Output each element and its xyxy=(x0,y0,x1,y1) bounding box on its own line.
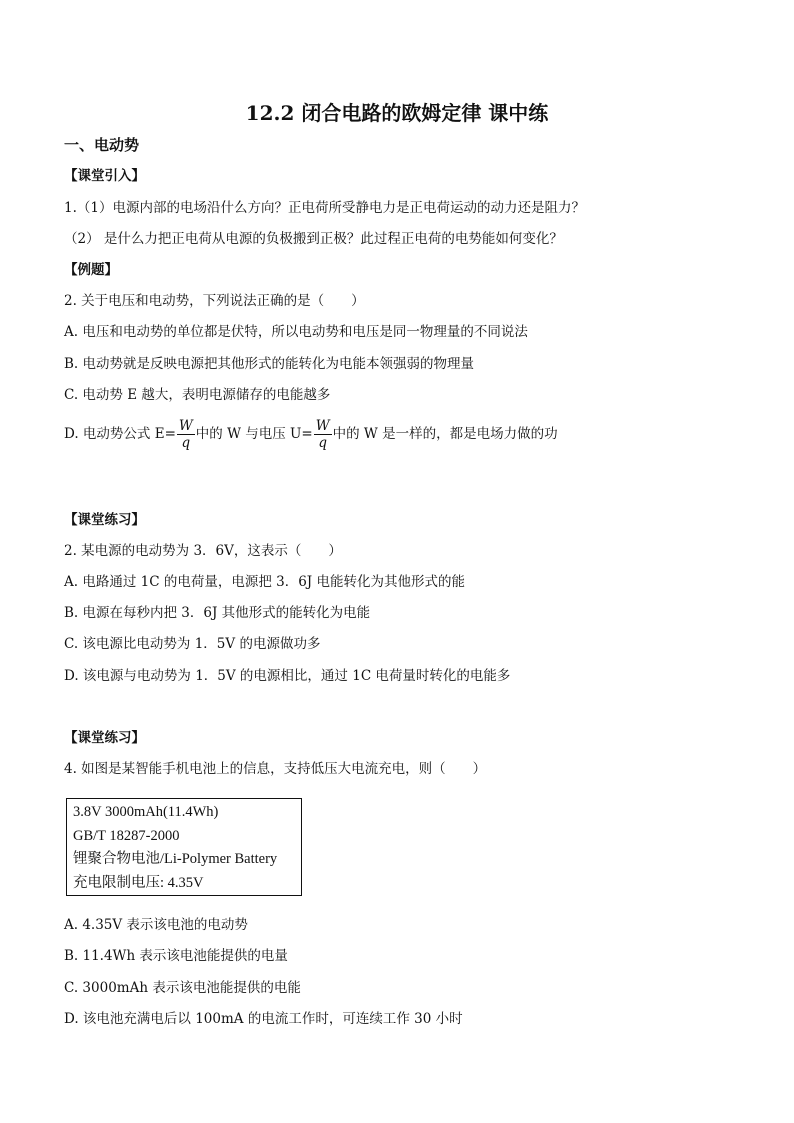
battery-info-line: 充电限制电压: 4.35V xyxy=(73,874,204,891)
question-4-option-c: C. 3000mAh 表示该电池能提供的电能 xyxy=(64,980,301,996)
question-2-stem: 2. 关于电压和电动势，下列说法正确的是（ ） xyxy=(64,293,365,309)
option-d-middle: 中的 W 与电压 U= xyxy=(195,426,313,442)
question-2-option-b: B. 电动势就是反映电源把其他形式的能转化为电能本领强弱的物理量 xyxy=(64,356,475,372)
question-3-option-b: B. 电源在每秒内把 3．6J 其他形式的能转化为电能 xyxy=(64,605,371,621)
question-4-option-d: D. 该电池充满电后以 100mA 的电流工作时，可连续工作 30 小时 xyxy=(64,1011,463,1027)
question-3-stem: 2. 某电源的电动势为 3．6V，这表示（ ） xyxy=(64,543,342,559)
battery-info-box xyxy=(66,798,302,896)
page-title: 12.2 闭合电路的欧姆定律 课中练 xyxy=(245,101,549,125)
question-3-option-d: D. 该电源与电动势为 1．5V 的电源相比，通过 1C 电荷量时转化的电能多 xyxy=(64,668,511,684)
practice-tag: 【课堂练习】 xyxy=(64,730,145,746)
question-3-option-c: C. 该电源比电动势为 1．5V 的电源做功多 xyxy=(64,636,321,652)
option-d-prefix: D. 电动势公式 E= xyxy=(64,426,176,442)
battery-info-line: 3.8V 3000mAh(11.4Wh) xyxy=(73,804,219,820)
fraction-denominator: q xyxy=(318,435,327,451)
fraction-w-over-q xyxy=(314,418,332,451)
question-4-stem: 4. 如图是某智能手机电池上的信息，支持低压大电流充电，则（ ） xyxy=(64,761,487,777)
battery-info-line: GB/T 18287-2000 xyxy=(73,827,180,844)
question-2-option-d xyxy=(64,418,558,451)
fraction-numerator: W xyxy=(315,418,330,434)
intro-question-1: 1.（1）电源内部的电场沿什么方向？正电荷所受静电力是正电荷运动的动力还是阻力？ xyxy=(64,200,585,216)
question-3-option-a: A. 电路通过 1C 的电荷量，电源把 3．6J 电能转化为其他形式的能 xyxy=(64,574,466,590)
section-heading: 一、电动势 xyxy=(64,136,140,154)
intro-tag: 【课堂引入】 xyxy=(64,168,145,184)
fraction-numerator: W xyxy=(178,418,193,434)
fraction-w-over-q xyxy=(177,418,195,451)
question-4-option-b: B. 11.4Wh 表示该电池能提供的电量 xyxy=(64,948,288,964)
fraction-denominator: q xyxy=(181,435,191,451)
question-4-option-a: A. 4.35V 表示该电池的电动势 xyxy=(64,917,248,933)
question-2-option-a: A. 电压和电动势的单位都是伏特，所以电动势和电压是同一物理量的不同说法 xyxy=(64,324,528,340)
battery-info-line: 锂聚合物电池/Li-Polymer Battery xyxy=(73,851,278,867)
question-2-option-c: C. 电动势 E 越大，表明电源储存的电能越多 xyxy=(64,387,331,403)
practice-tag: 【课堂练习】 xyxy=(64,512,145,528)
option-d-suffix: 中的 W 是一样的，都是电场力做的功 xyxy=(332,426,558,442)
example-tag: 【例题】 xyxy=(64,262,118,278)
intro-question-2: （2） 是什么力把正电荷从电源的负极搬到正极？此过程正电荷的电势能如何变化？ xyxy=(64,231,563,247)
